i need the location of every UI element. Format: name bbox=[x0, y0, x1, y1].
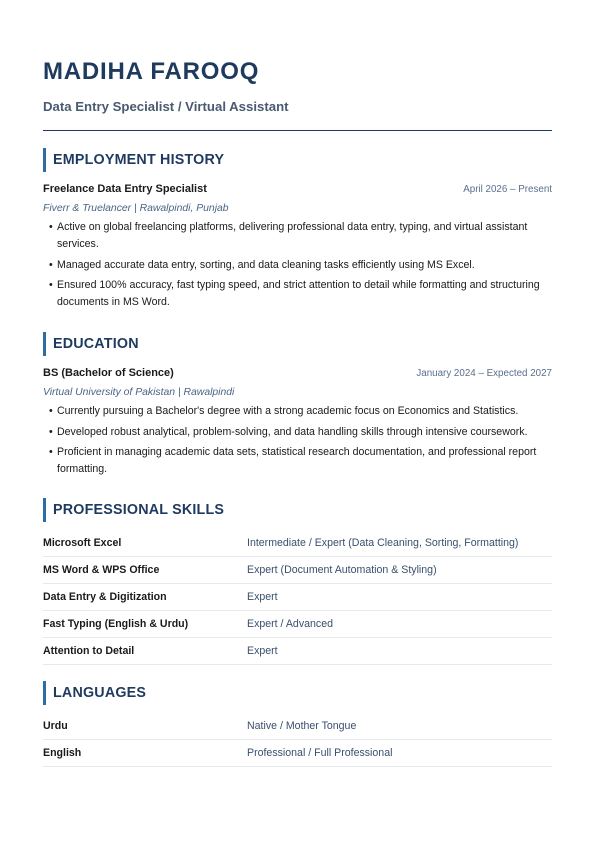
skill-level: Expert bbox=[247, 638, 552, 665]
education-heading: EDUCATION bbox=[43, 332, 552, 356]
job-header bbox=[43, 183, 552, 195]
skill-name: Microsoft Excel bbox=[43, 530, 247, 557]
language-name: Urdu bbox=[43, 713, 247, 740]
candidate-name: MADIHA FAROOQ bbox=[43, 58, 260, 85]
skill-level: Expert / Advanced bbox=[247, 611, 552, 638]
list-item: • Active on global freelancing platforms, delivering professional data entry, typing, and virtual assistant services. bbox=[49, 219, 552, 253]
skills-table bbox=[43, 530, 552, 665]
table-row bbox=[43, 557, 552, 584]
candidate-title: Data Entry Specialist / Virtual Assistant bbox=[43, 99, 289, 114]
languages-heading: LANGUAGES bbox=[43, 681, 552, 705]
header-divider bbox=[43, 130, 552, 131]
job-dates: April 2026 – Present bbox=[463, 184, 552, 195]
language-level: Professional / Full Professional bbox=[247, 740, 552, 767]
degree-title: BS (Bachelor of Science) bbox=[43, 367, 174, 379]
skill-level: Expert bbox=[247, 584, 552, 611]
education-section bbox=[43, 332, 552, 482]
skill-name: Attention to Detail bbox=[43, 638, 247, 665]
skill-name: Fast Typing (English & Urdu) bbox=[43, 611, 247, 638]
degree-dates: January 2024 – Expected 2027 bbox=[416, 368, 552, 379]
job-organization: Fiverr & Truelancer | Rawalpindi, Punjab bbox=[43, 203, 229, 214]
skills-section bbox=[43, 498, 552, 665]
degree-header bbox=[43, 367, 552, 379]
table-row bbox=[43, 713, 552, 740]
job-bullets bbox=[43, 219, 552, 311]
table-row bbox=[43, 584, 552, 611]
skill-level: Expert (Document Automation & Styling) bbox=[247, 557, 552, 584]
table-row bbox=[43, 740, 552, 767]
employment-heading: EMPLOYMENT HISTORY bbox=[43, 148, 552, 172]
languages-table bbox=[43, 713, 552, 767]
skill-name: MS Word & WPS Office bbox=[43, 557, 247, 584]
language-level: Native / Mother Tongue bbox=[247, 713, 552, 740]
employment-section bbox=[43, 148, 552, 315]
job-title: Freelance Data Entry Specialist bbox=[43, 183, 207, 195]
table-row bbox=[43, 530, 552, 557]
list-item: • Ensured 100% accuracy, fast typing speed, and strict attention to detail while formatting and structuring documents in MS Word. bbox=[49, 277, 552, 311]
language-name: English bbox=[43, 740, 247, 767]
education-bullets bbox=[43, 403, 552, 478]
table-row bbox=[43, 638, 552, 665]
list-item: • Developed robust analytical, problem-solving, and data handling skills through intensive coursework. bbox=[49, 424, 552, 441]
table-row bbox=[43, 611, 552, 638]
skill-name: Data Entry & Digitization bbox=[43, 584, 247, 611]
list-item: • Managed accurate data entry, sorting, and data cleaning tasks efficiently using MS Excel. bbox=[49, 257, 552, 274]
languages-section bbox=[43, 681, 552, 767]
skill-level: Intermediate / Expert (Data Cleaning, Sorting, Formatting) bbox=[247, 530, 552, 557]
list-item: • Currently pursuing a Bachelor's degree with a strong academic focus on Economics and Statistics. bbox=[49, 403, 552, 420]
list-item: • Proficient in managing academic data sets, statistical research documentation, and professional report formatting. bbox=[49, 444, 552, 478]
skills-heading: PROFESSIONAL SKILLS bbox=[43, 498, 552, 522]
school-name: Virtual University of Pakistan | Rawalpindi bbox=[43, 387, 235, 398]
